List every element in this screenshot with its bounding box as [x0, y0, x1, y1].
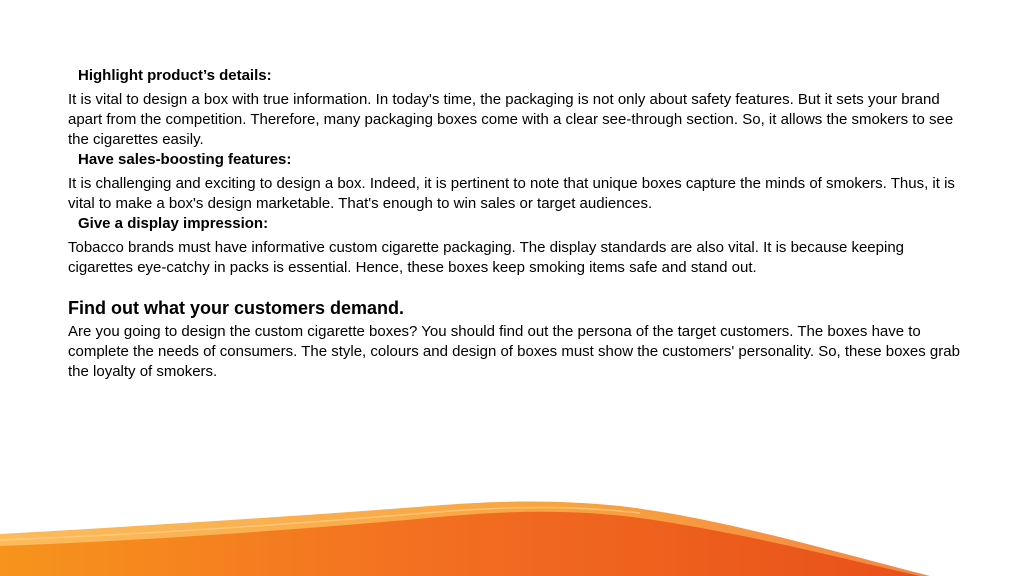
section-heading-sales-boosting: Have sales-boosting features: [78, 151, 292, 168]
section-body-sales-boosting: It is challenging and exciting to design a box. Indeed, it is pertinent to note that unique boxes capture the minds of smokers. Thus, it is vital to make a box's design marketable. That's enough to win sales or target audiences. [68, 175, 955, 212]
section-heading-display-impression: Give a display impression: [78, 215, 269, 232]
section-body-display-impression: Tobacco brands must have informative custom cigarette packaging. The display standards are also vital. It is because keeping cigarettes eye-catchy in packs is essential. Hence, these boxes keep smoking items safe and stand out. [68, 239, 905, 276]
decorative-wave [0, 496, 1024, 576]
slide-content [68, 66, 968, 382]
section-heading-product-details: Highlight product’s details: [78, 67, 272, 84]
main-heading: Find out what your customers demand. [68, 298, 405, 318]
main-body: Are you going to design the custom cigarette boxes? You should find out the persona of the target customers. The boxes have to complete the needs of consumers. The style, colours and design of boxes must show the customers' personality. So, these boxes grab the loyalty of smokers. [68, 323, 960, 380]
section-body-product-details: It is vital to design a box with true information. In today's time, the packaging is not only about safety features. But it sets your brand apart from the competition. Therefore, many packaging boxes come with a clear see-through section. So, it allows the smokers to see the cigarettes easily. [68, 91, 954, 148]
